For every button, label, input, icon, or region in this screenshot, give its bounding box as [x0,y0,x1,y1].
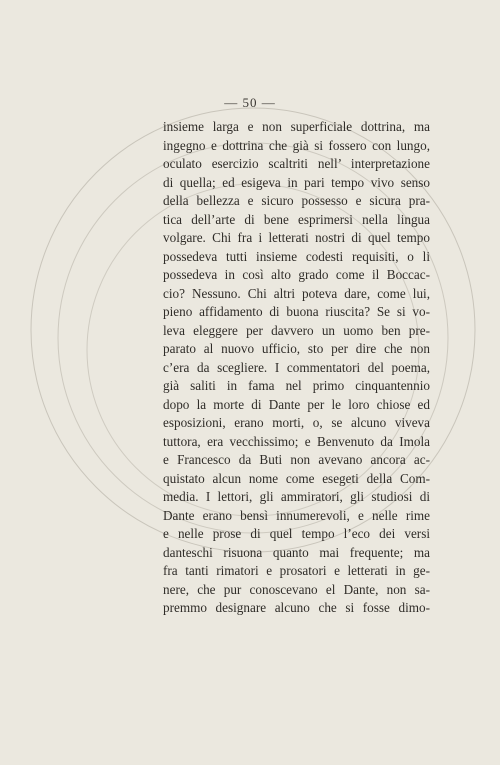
text-line: c’era da scegliere. I commentatori del poema, [163,359,430,375]
text-line: pieno affidamento di buona riuscita? Se si vo- [163,304,430,319]
text-line: e Francesco da Buti non avevano ancora ac- [163,452,430,467]
text-line: insieme larga e non superficiale dottrina, ma [163,119,430,134]
text-line: oculato esercizio scaltriti nell’ interpretazione [163,156,430,171]
text-line: tica dell’arte di bene esprimersi nella lingua [163,211,430,227]
text-line: Dante erano bensì innumerevoli, e nelle rime [163,507,430,523]
text-line: dopo la morte di Dante per le loro chiose ed [163,396,430,412]
text-line: danteschi risuona quanto mai frequente; ma [163,544,430,560]
text-line: nere, che pur conoscevano el Dante, non sa- [163,581,430,597]
text-line: quistato alcun nome come esegeti della Com- [163,470,430,486]
text-line: fra tanti rimatori e prosatori e letterati in ge- [163,563,430,578]
text-line: della bellezza e sicuro possesso e sicura pra- [163,193,430,208]
text-line: premmo designare alcuno che si fosse dimo- [163,600,430,615]
text-line: già saliti in fama nel primo cinquantennio [163,378,430,393]
body-text [163,118,430,618]
text-line: parato al nuovo ufficio, sto per dire che non [163,341,430,356]
text-line: tuttora, era vecchissimo; e Benvenuto da Imola [163,433,430,449]
text-line: ingegno e dottrina che già si fossero con lungo, [163,137,430,153]
text-line: possedeva tutti insieme codesti requisiti, o li [163,248,430,264]
text-line: leva eleggere per davvero un uomo ben pre- [163,322,430,338]
text-line: e nelle prose di quel tempo l’eco dei versi [163,526,430,541]
page-number: — 50 — [224,95,276,110]
text-line: media. I lettori, gli ammiratori, gli studiosi di [163,489,430,504]
text-line: cio? Nessuno. Chi altri poteva dare, come lui, [163,285,430,301]
text-line: esposizioni, erano morti, o, se alcuno viveva [163,415,430,430]
text-line: possedeva in così alto grado come il Boccac- [163,267,430,282]
text-line: volgare. Chi fra i letterati nostri di quel tempo [163,230,430,245]
text-line: di quella; ed esigeva in pari tempo vivo senso [163,174,430,190]
